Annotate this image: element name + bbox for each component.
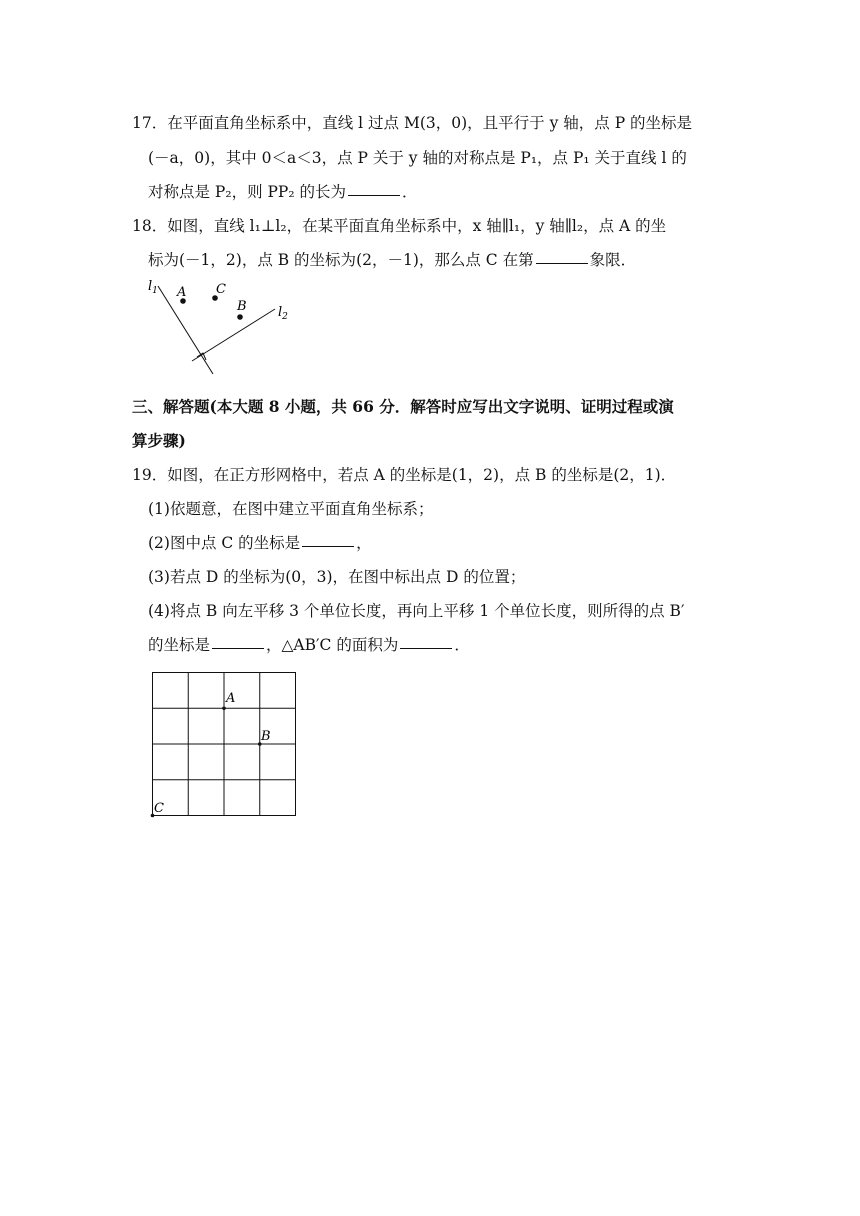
q17-line3-text: 对称点是 P₂，则 PP₂ 的长为 bbox=[148, 183, 346, 201]
grid-label-c: C bbox=[154, 801, 164, 816]
q17-line2: (－a，0)，其中 0＜a＜3，点 P 关于 y 轴的对称点是 P₁，点 P₁ 关于直线 l 的 bbox=[148, 149, 687, 167]
q17-line1: 17．在平面直角坐标系中，直线 l 过点 M(3，0)，且平行于 y 轴，点 P 的坐标是 bbox=[132, 114, 693, 132]
q19-part1: (1)依题意，在图中建立平面直角坐标系； bbox=[148, 500, 434, 518]
section3-heading-line2: 算步骤) bbox=[132, 431, 186, 450]
q19-part2-blank[interactable] bbox=[302, 545, 354, 547]
q19-part2 bbox=[148, 531, 372, 553]
q19-grid-figure bbox=[148, 668, 304, 822]
q19-part4-text: 的坐标是 bbox=[148, 636, 211, 654]
section3-heading-line1: 三、解答题(本大题 8 小题，共 66 分．解答时应写出文字说明、证明过程或演 bbox=[132, 397, 674, 416]
q19-part4: (4)将点 B 向左平移 3 个单位长度，再向上平移 1 个单位长度，则所得的点 B′ bbox=[148, 602, 685, 620]
point-b bbox=[237, 314, 243, 320]
grid-point-a bbox=[222, 706, 226, 710]
label-c: C bbox=[216, 282, 226, 297]
q19-part2-text: (2)图中点 C 的坐标是 bbox=[148, 534, 301, 552]
q17-line3 bbox=[148, 180, 418, 202]
q19-part2-end: ， bbox=[356, 534, 372, 552]
q19-part4-end: ． bbox=[454, 636, 470, 654]
label-a: A bbox=[177, 285, 187, 300]
q19-intro: 19．如图，在正方形网格中，若点 A 的坐标是(1，2)，点 B 的坐标是(2，1)． bbox=[132, 466, 677, 484]
grid-label-b: B bbox=[261, 729, 271, 744]
label-l2: $l_2$ bbox=[278, 305, 288, 322]
label-b: B bbox=[237, 299, 247, 314]
q18-line2-text: 标为(－1，2)，点 B 的坐标为(2，－1)，那么点 C 在第 bbox=[148, 251, 534, 269]
square-grid bbox=[153, 673, 296, 816]
q17-answer-blank[interactable] bbox=[348, 194, 400, 196]
q19-part4-blank2[interactable] bbox=[400, 647, 452, 649]
q18-line2-end: 象限． bbox=[589, 251, 637, 269]
q18-line1: 18．如图，直线 l₁⊥l₂，在某平面直角坐标系中，x 轴∥l₁，y 轴∥l₂，点 A 的坐 bbox=[132, 217, 667, 235]
q18-figure bbox=[140, 276, 300, 380]
q18-line2 bbox=[148, 248, 636, 270]
q19-part3: (3)若点 D 的坐标为(0，3)，在图中标出点 D 的位置； bbox=[148, 568, 526, 586]
line-l2 bbox=[192, 309, 275, 361]
grid-label-a: A bbox=[226, 691, 236, 706]
q17-line3-end: ． bbox=[402, 183, 418, 201]
q19-part4-blank1[interactable] bbox=[212, 647, 264, 649]
q18-answer-blank[interactable] bbox=[536, 262, 588, 264]
q19-part4-middle: ，△AB′C 的面积为 bbox=[266, 636, 399, 654]
label-l1: $l_1$ bbox=[148, 279, 158, 296]
q19-part4-continued bbox=[148, 633, 470, 655]
